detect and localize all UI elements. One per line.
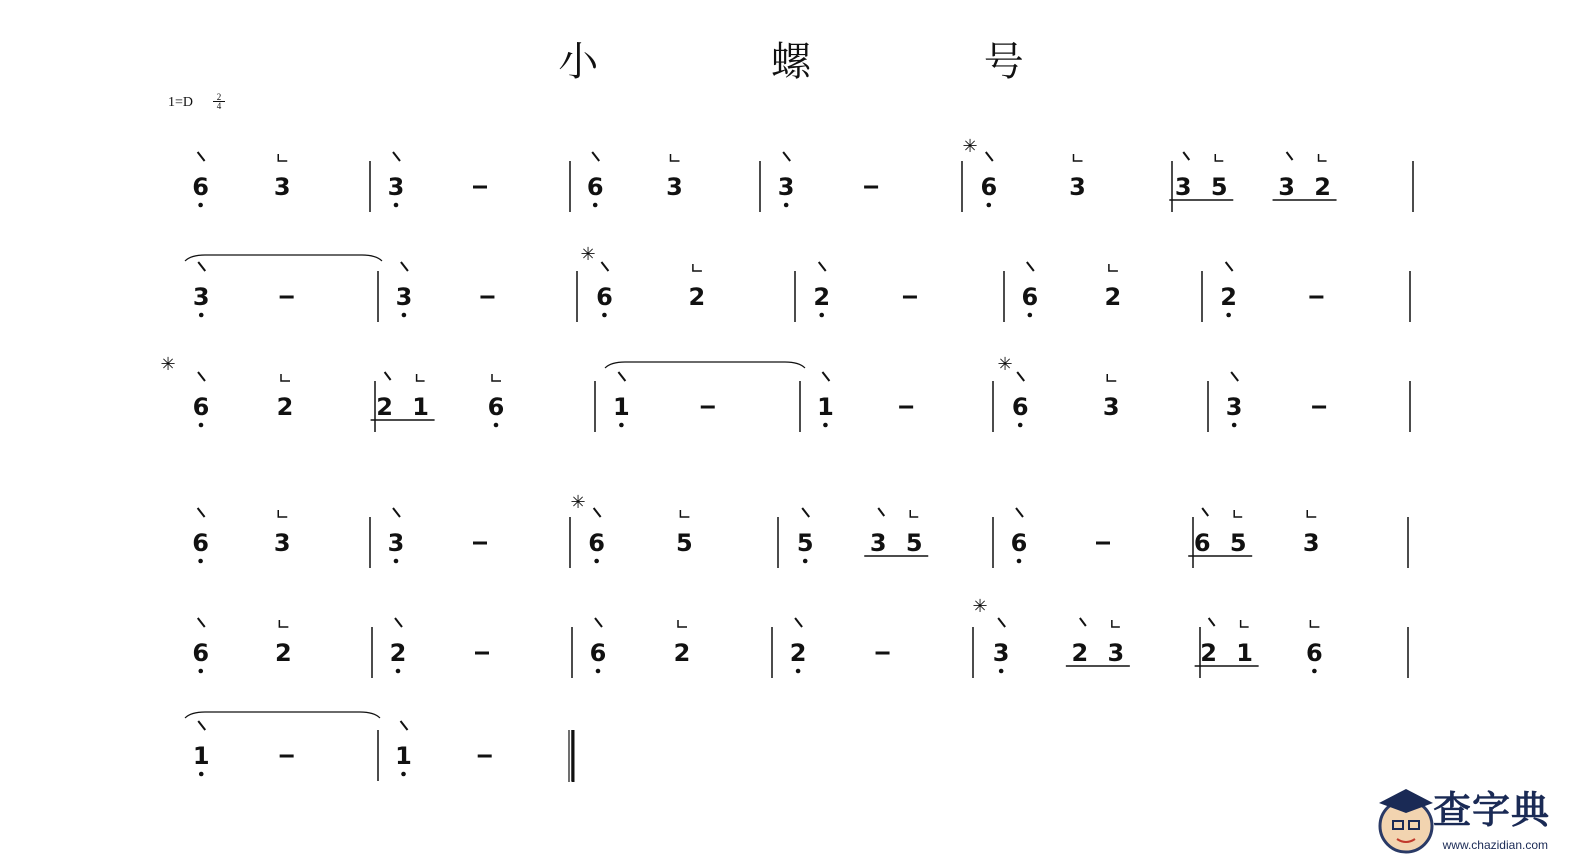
note: 3 xyxy=(1102,393,1120,421)
octave-dot xyxy=(593,203,598,208)
note: 1 xyxy=(613,393,630,421)
note: 3 xyxy=(273,529,291,557)
note: 3 xyxy=(273,173,291,201)
octave-dot xyxy=(596,669,601,674)
note: 1 xyxy=(817,393,834,421)
note: 3 xyxy=(1278,173,1295,201)
stroke-mark xyxy=(1319,154,1327,161)
stroke-mark xyxy=(1241,620,1249,627)
note: 6 xyxy=(192,529,209,557)
page-title: 小 螺 号 xyxy=(558,39,1104,85)
stroke-mark xyxy=(795,618,802,627)
ornament-icon: ✳ xyxy=(962,136,978,157)
note: 6 xyxy=(980,173,998,201)
note: 3 xyxy=(869,529,887,557)
note: 6 xyxy=(1306,639,1323,667)
stroke-mark xyxy=(822,372,829,381)
stroke-mark xyxy=(678,620,687,627)
stroke-mark xyxy=(198,262,205,271)
note: 1 xyxy=(412,393,429,421)
stroke-mark xyxy=(910,510,918,517)
octave-dot xyxy=(1028,313,1033,318)
stroke-mark xyxy=(393,152,400,161)
note: 6 xyxy=(586,173,604,201)
note: 6 xyxy=(589,639,607,667)
note: 3 xyxy=(1225,393,1243,421)
octave-dot xyxy=(494,423,499,428)
stroke-mark xyxy=(1112,620,1120,627)
octave-dot xyxy=(199,772,204,777)
note: 3 xyxy=(992,639,1010,667)
time-signature-top: 2 xyxy=(216,92,222,102)
stroke-mark xyxy=(278,154,287,161)
octave-dot xyxy=(394,203,399,208)
note: 5 xyxy=(1229,529,1247,557)
stroke-mark xyxy=(1234,510,1242,517)
note: 2 xyxy=(789,639,807,667)
note: 2 xyxy=(1220,283,1237,311)
note: 3 xyxy=(777,173,795,201)
stroke-mark xyxy=(401,262,408,271)
stroke-mark xyxy=(819,262,826,271)
octave-dot xyxy=(1226,313,1231,318)
note: 3 xyxy=(1069,173,1086,201)
stroke-mark xyxy=(601,262,608,271)
stroke-mark xyxy=(401,721,408,730)
note: 5 xyxy=(796,529,814,557)
octave-dot xyxy=(394,559,399,564)
octave-dot xyxy=(999,669,1004,674)
stroke-mark xyxy=(1231,372,1238,381)
octave-dot xyxy=(803,559,808,564)
stroke-mark xyxy=(198,508,205,517)
octave-dot xyxy=(198,669,203,674)
stroke-mark xyxy=(1183,152,1189,160)
note: 1 xyxy=(1236,639,1253,667)
note: 6 xyxy=(1010,529,1028,557)
octave-dot xyxy=(199,423,204,428)
stroke-mark xyxy=(1310,620,1319,627)
note: 2 xyxy=(274,639,292,667)
key-signature: 1=D xyxy=(168,95,194,110)
note: 2 xyxy=(1104,283,1122,311)
octave-dot xyxy=(199,313,204,318)
note: 6 xyxy=(596,283,613,311)
stroke-mark xyxy=(198,618,205,627)
octave-dot xyxy=(602,313,607,318)
note: 6 xyxy=(192,393,210,421)
octave-dot xyxy=(198,559,203,564)
note: 5 xyxy=(905,529,923,557)
note: 1 xyxy=(395,742,412,770)
stroke-mark xyxy=(1016,508,1023,517)
note: 3 xyxy=(1174,173,1192,201)
stroke-mark xyxy=(281,374,290,381)
ornament-icon: ✳ xyxy=(580,244,596,265)
stroke-mark xyxy=(1027,262,1034,271)
stroke-mark xyxy=(279,620,288,627)
octave-dot xyxy=(1018,423,1023,428)
stroke-mark xyxy=(1226,262,1233,271)
note: 3 xyxy=(666,173,683,201)
stroke-mark xyxy=(198,721,205,730)
stroke-mark xyxy=(1080,618,1086,626)
octave-dot xyxy=(594,559,599,564)
ornament-icon: ✳ xyxy=(160,354,176,375)
octave-dot xyxy=(1232,423,1237,428)
note: 2 xyxy=(389,639,407,667)
octave-dot xyxy=(784,203,789,208)
stroke-mark xyxy=(680,510,689,517)
note: 6 xyxy=(192,639,210,667)
note: 6 xyxy=(588,529,605,557)
note: 3 xyxy=(387,173,405,201)
octave-dot xyxy=(619,423,624,428)
note: 3 xyxy=(192,283,210,311)
logo-url: www.chazidian.com xyxy=(1442,838,1548,852)
octave-dot xyxy=(823,423,828,428)
ornament-icon: ✳ xyxy=(972,596,988,617)
slur xyxy=(185,255,382,261)
stroke-mark xyxy=(594,508,601,517)
note: 2 xyxy=(1071,639,1089,667)
stroke-mark xyxy=(1107,374,1116,381)
note: 2 xyxy=(276,393,294,421)
stroke-mark xyxy=(393,508,400,517)
stroke-mark xyxy=(986,152,993,161)
stroke-mark xyxy=(878,508,884,516)
slur xyxy=(605,362,805,368)
stroke-mark xyxy=(1209,618,1215,626)
stroke-mark xyxy=(592,152,599,161)
stroke-mark xyxy=(1307,510,1316,517)
stroke-mark xyxy=(1017,372,1024,381)
note: 5 xyxy=(676,529,693,557)
note: 3 xyxy=(395,283,413,311)
note: 5 xyxy=(1210,173,1228,201)
octave-dot xyxy=(198,203,203,208)
octave-dot xyxy=(796,669,801,674)
note: 6 xyxy=(192,173,209,201)
stroke-mark xyxy=(1287,152,1293,160)
slur xyxy=(185,712,380,718)
stroke-mark xyxy=(671,154,680,161)
logo-text: 查字典 xyxy=(1432,788,1550,832)
stroke-mark xyxy=(198,152,205,161)
note: 2 xyxy=(813,283,831,311)
octave-dot xyxy=(1312,669,1317,674)
stroke-mark xyxy=(198,372,205,381)
stroke-mark xyxy=(618,372,625,381)
stroke-mark xyxy=(385,372,391,380)
note: 3 xyxy=(387,529,405,557)
note: 1 xyxy=(192,742,210,770)
stroke-mark xyxy=(492,374,501,381)
stroke-mark xyxy=(417,374,425,381)
stroke-mark xyxy=(1074,154,1083,161)
stroke-mark xyxy=(1109,264,1118,271)
stroke-mark xyxy=(998,618,1005,627)
note: 2 xyxy=(1200,639,1217,667)
note: 2 xyxy=(688,283,706,311)
octave-dot xyxy=(401,772,406,777)
stroke-mark xyxy=(1215,154,1223,161)
stroke-mark xyxy=(1202,508,1208,516)
note: 6 xyxy=(1193,529,1211,557)
stroke-mark xyxy=(802,508,809,517)
ornament-icon: ✳ xyxy=(570,492,586,513)
stroke-mark xyxy=(783,152,790,161)
note: 6 xyxy=(1011,393,1029,421)
stroke-mark xyxy=(693,264,702,271)
note: 3 xyxy=(1302,529,1320,557)
note: 6 xyxy=(487,393,505,421)
note: 3 xyxy=(1107,639,1125,667)
note: 2 xyxy=(376,393,393,421)
ornament-icon: ✳ xyxy=(997,354,1013,375)
time-signature-bottom: 4 xyxy=(213,101,225,110)
stroke-mark xyxy=(278,510,287,517)
note: 6 xyxy=(1021,283,1039,311)
note: 2 xyxy=(673,639,691,667)
note: 2 xyxy=(1314,173,1331,201)
stroke-mark xyxy=(395,618,402,627)
octave-dot xyxy=(396,669,401,674)
octave-dot xyxy=(402,313,407,318)
octave-dot xyxy=(819,313,824,318)
octave-dot xyxy=(987,203,992,208)
octave-dot xyxy=(1017,559,1022,564)
stroke-mark xyxy=(595,618,602,627)
